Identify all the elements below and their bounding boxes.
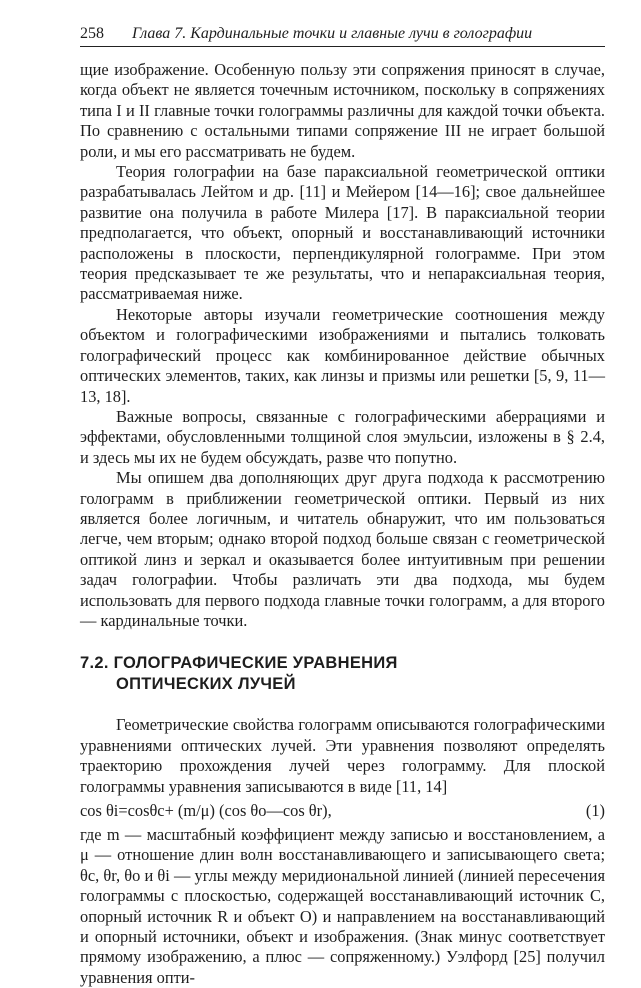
body-text [80,60,605,988]
paragraph-paraxial-theory: Теория голографии на базе параксиальной геометрической оптики разрабатывалась Лейтом и др. [11] и Мейером [14—16]; свое дальнейшее развитие она получила в работе Милера [17]. В параксиальной теории предполагается, что объект, опорный и восстанавливающий источники расположены в плоскости, перпендикулярной голограмме. При этом теория предсказывает те же результаты, что и непараксиальная теория, рассматриваемая ниже. [80,162,605,304]
section-title-line1: ГОЛОГРАФИЧЕСКИЕ УРАВНЕНИЯ [113,654,398,673]
paragraph-aberrations: Важные вопросы, связанные с голографическими аберрациями и эффектами, обусловленными толщиной слоя эмульсии, изложены в § 2.4, и здесь мы их не будем обсуждать, разве что попутно. [80,406,605,467]
paragraph-equation-explanation: где m — масштабный коэффициент между записью и восстановлением, а μ — отношение длин волн восстанавливающего и записывающего света; θc, θr, θo и θi — углы между меридиональной линией (линией пересечения голограммы с плоскостью, содержащей восстанавливающий источник C, опорный источник R и объект O) и направлением на восстанавливающий и опорный источники, объект и изображения. (Знак минус соответствует прямому изображению, а плюс — сопряженному.) Уэлфорд [25] получил уравнения опти- [80,825,605,987]
paragraph-continuation: щие изображение. Особенную пользу эти сопряжения приносят в случае, когда объект не является точечным источником, поскольку в сопряжениях типа I и II главные точки голограммы различны для каждой точки объекта. По сравнению с остальными типами сопряжение III не играет большой роли, и мы его рассматривать не будем. [80,60,605,161]
header-rule [80,46,605,47]
equation-text: cos θi=cosθc+ (m/μ) (cos θo—cos θr), [80,801,332,820]
equation-number: (1) [585,801,605,820]
chapter-title: Глава 7. Кардинальные точки и главные лучи в голографии [132,25,533,42]
section-number: 7.2. [80,654,109,673]
paragraph-geometric-relations: Некоторые авторы изучали геометрические соотношения между объектом и голографическими изображениями и пытались толковать голографический процесс как комбинированное действие обычных оптических элементов, таких, как линзы и призмы или решетки [5, 9, 11—13, 18]. [80,304,605,406]
section-heading [80,653,605,695]
running-head [80,24,605,46]
section-title-line2: ОПТИЧЕСКИХ ЛУЧЕЙ [116,675,296,694]
equation-1 [80,799,605,823]
page-number: 258 [80,25,104,42]
paragraph-ray-equations: Геометрические свойства голограмм описываются голографическими уравнениями оптических лучей. Эти уравнения позволяют определять траекторию прохождения лучей через голограмму. Для плоской голограммы уравнения записываются в виде [11, 14] [80,715,605,796]
paragraph-two-approaches: Мы опишем два дополняющих друг друга подхода к рассмотрению голограмм в приближении геометрической оптики. Первый из них является более логичным, и читатель обнаружит, что им пользоваться легче, чем вторым; однако второй подход больше связан с геометрической оптикой линз и зеркал и оказывается более интуитивным при решении задач голографии. Чтобы различать эти два подхода, мы будем использовать для первого подхода главные точки голограмм, а для второго — кардинальные точки. [80,468,605,630]
